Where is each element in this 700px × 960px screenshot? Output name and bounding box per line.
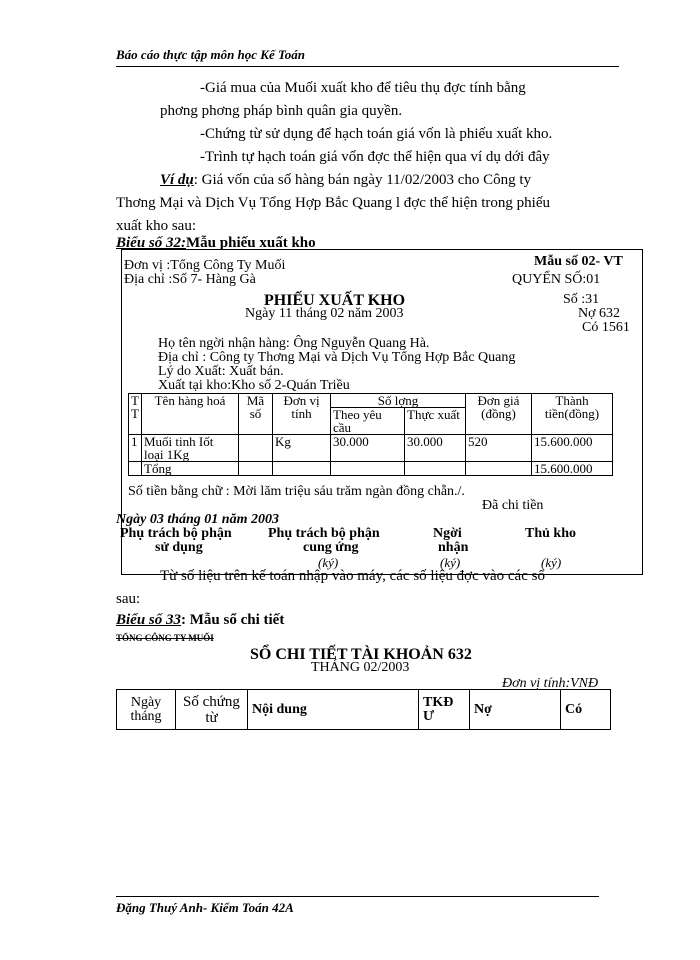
- paid-note: Đã chi tiền: [482, 498, 544, 513]
- cell-name: Muối tinh Iốt loại 1Kg: [142, 435, 239, 462]
- col-qty-actual: Thực xuất: [405, 408, 466, 435]
- voucher-receiver: Họ tên ngời nhận hàng: Ông Nguyễn Quang Hà.: [158, 336, 430, 351]
- signer-4-role: Thủ kho: [525, 526, 576, 541]
- ledger-col-content: Nội dung: [248, 690, 419, 730]
- amount-in-words: Số tiền bằng chữ : Mời lăm triệu sáu trăm ngàn đồng chẵn./.: [128, 484, 465, 499]
- intro-line-4: -Trình tự hạch toán giá vốn đợc thể hiện qua ví dụ dới đây: [200, 149, 550, 165]
- intro-line-7: xuất kho sau:: [116, 218, 196, 234]
- ledger-col-date: Ngày tháng: [117, 690, 176, 730]
- col-amount: Thành tiền(đồng): [532, 394, 613, 435]
- voucher-credit-account: Có 1561: [582, 320, 630, 335]
- col-stt: T T: [129, 394, 142, 435]
- intro-line-2: phơng phơng pháp bình quân gia quyền.: [160, 103, 403, 119]
- col-qty: Số lợng: [331, 394, 466, 408]
- header-rule: [116, 66, 619, 67]
- voucher-warehouse: Xuất tại kho:Kho số 2-Quán Triều: [158, 378, 350, 393]
- intro-line-1: -Giá mua của Muối xuất kho để tiêu thụ đợc tính bằng: [200, 80, 526, 96]
- intro-line-3: -Chứng từ sử dụng để hạch toán giá vốn là phiếu xuất kho.: [200, 126, 553, 142]
- col-name: Tên hàng hoá: [142, 394, 239, 435]
- vidu-label: Ví dụ: [160, 172, 194, 188]
- bieu-32-heading: Biểu số 32:Mẫu phiếu xuất kho: [116, 235, 316, 251]
- signer-2-role: Phụ trách bộ phận: [268, 526, 380, 541]
- sign-date: Ngày 03 tháng 01 năm 2003: [116, 512, 279, 527]
- ledger-col-voucher: Số chứng từ: [176, 690, 248, 730]
- signer-2-role-2: cung ứng: [303, 540, 359, 555]
- voucher-debit-account: Nợ 632: [578, 306, 621, 321]
- voucher-table: [128, 393, 613, 476]
- total-label: Tổng: [142, 462, 239, 476]
- col-unit: Đơn vị tính: [273, 394, 331, 435]
- cell-code: [239, 435, 273, 462]
- intro-line-5: Ví dụ: Giá vốn của số hàng bán ngày 11/02/2003 cho Công ty: [160, 172, 532, 188]
- signer-2-sign: (ký): [318, 555, 339, 570]
- voucher-form-no: Mẫu số 02- VT: [534, 254, 623, 269]
- col-qty-requested: Theo yêu cầu: [331, 408, 405, 435]
- total-row: [129, 462, 613, 476]
- ledger-currency: Đơn vị tính:VNĐ: [502, 676, 599, 691]
- signer-3-sign: (ký): [440, 555, 461, 570]
- ledger-company: TỔNG CÔNG TY MUỐI: [116, 633, 214, 643]
- ledger-col-tkdu: TKĐ Ư: [419, 690, 470, 730]
- transition-line-1: Từ số liệu trên kế toán nhập vào máy, các số liệu đợc vào các sổ: [160, 568, 545, 584]
- cell-price: 520: [466, 435, 532, 462]
- signer-1-role: Phụ trách bộ phận: [120, 526, 232, 541]
- voucher-reason: Lý do Xuất: Xuất bán.: [158, 364, 284, 379]
- cell-unit: Kg: [273, 435, 331, 462]
- signer-1-role-2: sử dụng: [155, 540, 203, 555]
- ledger-col-credit: Có: [561, 690, 611, 730]
- ledger-month: THÁNG 02/2003: [311, 660, 410, 675]
- voucher-address: Địa chỉ :Số 7- Hàng Gà: [124, 272, 256, 287]
- cell-qty-requested: 30.000: [331, 435, 405, 462]
- cell-qty-actual: 30.000: [405, 435, 466, 462]
- page-header: Báo cáo thực tập môn học Kế Toán: [116, 47, 305, 62]
- ledger-col-debit: Nợ: [470, 690, 561, 730]
- col-code: Mã số: [239, 394, 273, 435]
- cell-stt: 1: [129, 435, 142, 462]
- footer-rule: [116, 896, 599, 897]
- signer-3-role-2: nhận: [438, 540, 469, 555]
- signer-3-role: Ngời: [433, 526, 462, 541]
- voucher-receiver-address: Địa chỉ : Công ty Thơng Mại và Dịch Vụ Tổng Hợp Bắc Quang: [158, 350, 516, 365]
- signer-4-sign: (ký): [541, 555, 562, 570]
- ledger-table: [116, 689, 611, 730]
- ledger-title: SỔ CHI TIẾT TÀI KHOẢN 632: [250, 646, 472, 663]
- voucher-date: Ngày 11 tháng 02 năm 2003: [245, 306, 404, 321]
- voucher-title: PHIẾU XUẤT KHO: [264, 292, 406, 309]
- voucher-unit: Đơn vị :Tổng Công Ty Muối: [124, 258, 286, 273]
- voucher-number: Số :31: [563, 292, 600, 307]
- table-row: [129, 435, 613, 462]
- page-footer: Đặng Thuý Anh- Kiểm Toán 42A: [116, 900, 294, 915]
- cell-amount: 15.600.000: [532, 435, 613, 462]
- voucher-book-no: QUYỂN SỐ:01: [512, 272, 601, 287]
- transition-line-2: sau:: [116, 591, 141, 607]
- total-amount: 15.600.000: [532, 462, 613, 476]
- intro-line-6: Thơng Mại và Dịch Vụ Tổng Hợp Bắc Quang l đợc thể hiện trong phiếu: [116, 195, 550, 211]
- col-price: Đơn giá (đồng): [466, 394, 532, 435]
- bieu-33-heading: Biểu số 33: Mẫu sổ chi tiết: [116, 612, 285, 628]
